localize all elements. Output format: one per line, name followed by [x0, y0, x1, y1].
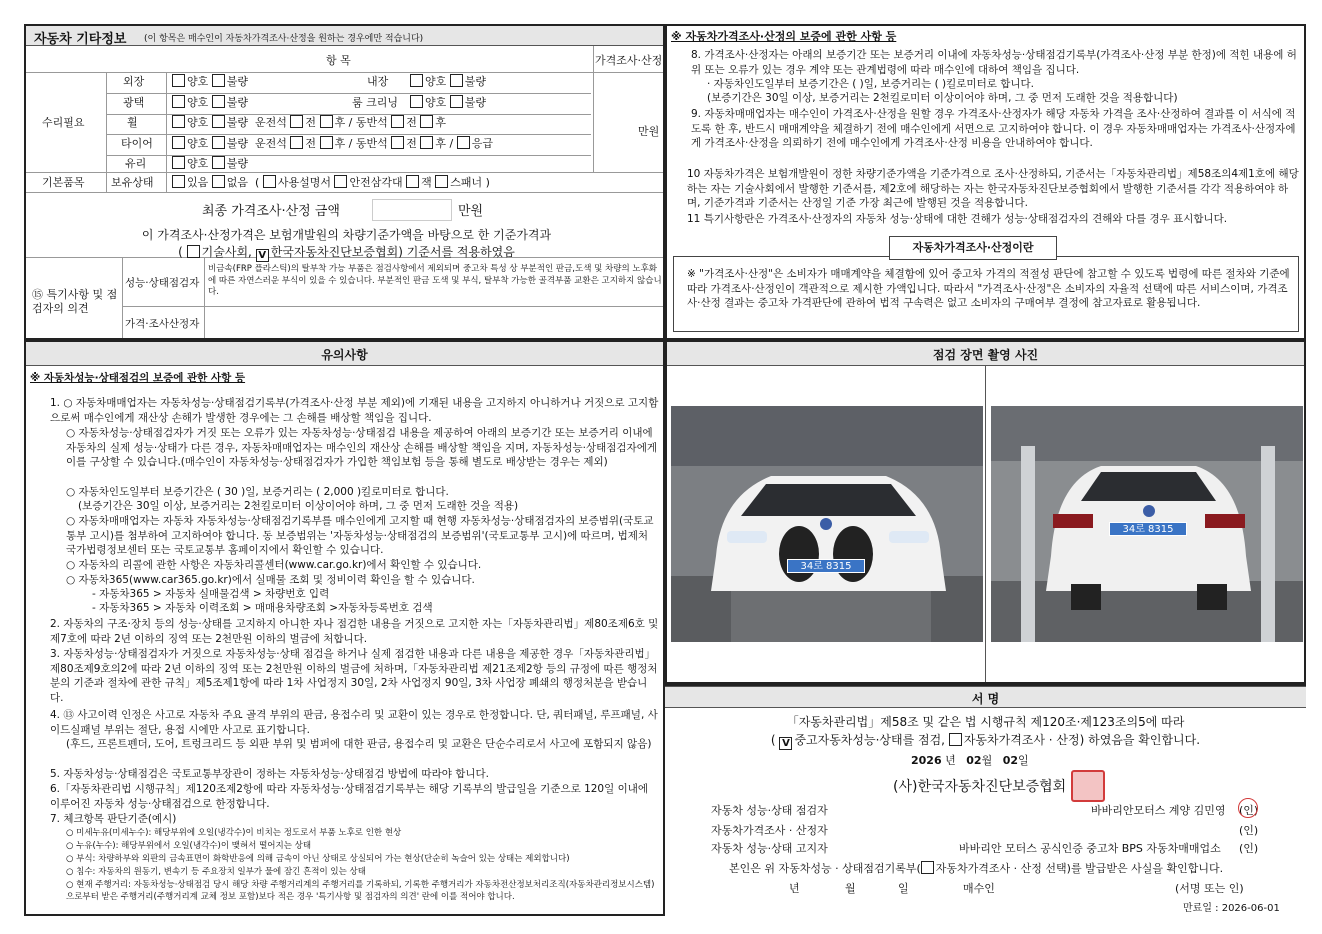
- notice-p7b: ○ 누유(누수): 해당부위에서 오일(냉각수)이 맺혀서 떨어지는 상태: [66, 841, 312, 851]
- notice-p1c: ○ 자동차인도일부터 보증기간은 ( 30 )일, 보증거리는 ( 2,000 )킬로미터로 합니다.: [66, 486, 449, 498]
- org-seal-stamp: [1071, 770, 1105, 802]
- rear-plate: 34로 8315: [1109, 522, 1187, 536]
- notice-p6: 6.「자동차관리법 시행규칙」제120조제2항에 따라 자동차성능·상태점검기록부는 해당 기록부의 발급일을 기준으로 120일 이내에 이루어진 자동차 성능·상태점검으로 한정합니다.: [50, 783, 649, 810]
- special-label: ⑮ 특기사항 및 점검자의 의견: [32, 288, 118, 315]
- warranty-title: ※ 자동차가격조사·산정의 보증에 관한 사항 등: [671, 30, 897, 43]
- triangle-checkbox[interactable]: [334, 175, 347, 188]
- tire-rear-checkbox[interactable]: [320, 136, 333, 149]
- etc-info-note: (이 항목은 매수인이 자동차가격조사·산정을 원하는 경우에만 적습니다): [144, 34, 424, 44]
- exterior-good-checkbox[interactable]: [172, 74, 185, 87]
- notice-panel: [24, 340, 665, 916]
- notice-p5: 5. 자동차성능·상태점검은 국토교통부장관이 정하는 자동차성능·상태점검 방법에 따라야 합니다.: [50, 768, 489, 780]
- notice-p7d: ○ 침수: 자동차의 원동기, 변속기 등 주요장치 일부가 물에 잠긴 흔적이 있는 상태: [66, 867, 366, 877]
- polish-good-checkbox[interactable]: [172, 95, 185, 108]
- rear-car-photo: [991, 406, 1303, 642]
- basis-tech-checkbox[interactable]: [187, 245, 200, 258]
- notice-subtitle: ※ 자동차성능·상태점검의 보증에 관한 사항 등: [30, 372, 246, 384]
- label-room: 룸 크리닝: [352, 96, 399, 109]
- special-price-label: 가격·조사산정자: [125, 318, 200, 330]
- notice-p1c2: (보증기간은 30일 이상, 보증거리는 2천킬로미터 이상이어야 하며, 그 중 먼저 도래한 것을 적용): [78, 500, 519, 512]
- label-tire: 타이어: [121, 137, 153, 150]
- notice-p1b: ○ 자동차성능·상태점검자가 거짓 또는 오류가 있는 자동차성능·상태점검 내용을 제공하여 아래의 보증기간 또는 보증거리 이내에 자동차의 실제 성능·상태가 다른 경우, 자동차매매업자는 매수인의 재산상 손해를 배상할 책임을 지며, 자동차성능·상태점검자에게 이를 구상할 수 있습니다.(매수인이 자동차성능·상태점검자가 가입한 책임보험 등을 통해 별도로 배상받는 경우는 제외): [66, 427, 657, 468]
- warranty-item8: 8. 가격조사·산정자는 아래의 보증기간 또는 보증거리 이내에 자동차성능·상태점검기록부(가격조사·산정 부분 한정)에 적힌 내용에 허위 또는 오류가 있는 경우 계약 또는 관계법령에 따라 매수인에 대하여 책임을 집니다.: [691, 49, 1297, 76]
- sign-r3-seal: (인): [1239, 842, 1259, 855]
- interior-bad-checkbox[interactable]: [450, 74, 463, 87]
- interior-good-checkbox[interactable]: [410, 74, 423, 87]
- wheel-prear-checkbox[interactable]: [420, 115, 433, 128]
- wheel-good-checkbox[interactable]: [172, 115, 185, 128]
- basis-options: ( 기술사회, V 한국자동차진단보증협회) 기준서를 적용하였음: [26, 245, 665, 262]
- warranty-item11: 11 특기사항란은 가격조사·산정자의 자동차 성능·상태에 대한 견해가 성능·상태점검자의 견해와 다를 경우 표시합니다.: [687, 213, 1228, 225]
- etc-info-header: [26, 26, 663, 46]
- notice-p1h: - 자동차365 > 자동차 이력조회 > 매매용차량조회 >자동차등록번호 검색: [92, 602, 433, 614]
- photo-panel: [665, 340, 1306, 684]
- notice-p7e: ○ 현재 주행거리: 자동차성능·상태점검 당시 해당 차량 주행거리계의 주행거리를 기록하되, 기록한 주행거리가 자동차전산정보처리조직(자동차관리정보시스템)으로부터 받은 주행거리(주행거리계 교체 정보 포함)보다 적은 경우 '특기사항 및 점검자의 의견' 란에 이를 적어야 합니다.: [66, 880, 655, 902]
- col-price-header: 가격조사·산정: [595, 54, 663, 67]
- etc-info-title: 자동차 기타정보: [34, 32, 127, 47]
- buyer-m: 월: [845, 882, 856, 895]
- tire-bad-checkbox[interactable]: [212, 136, 225, 149]
- final-price-label: 최종 가격조사·산정 금액: [202, 204, 340, 219]
- basic-label: 기본품목: [42, 176, 85, 189]
- special-inspector-text: 비금속(FRP 플라스틱)의 탈부착 가능 부품은 점검사항에서 제외되며 중고차 특성 상 부분적인 판금,도색 및 차량의 노후화에 따른 자연스러운 부식이 있을 수 있습니다. 부분적인 판금 도색 및 부식, 탈부착 가능한 골격부품 교환은 고지하지 않습니다.: [208, 264, 662, 297]
- sign-inspection-checkbox[interactable]: [779, 737, 792, 750]
- manual-checkbox[interactable]: [263, 175, 276, 188]
- notice-p1g: - 자동차365 > 자동차 실매물검색 > 차량번호 입력: [92, 588, 330, 600]
- warranty-box-title: 자동차가격조사·산정이란: [889, 236, 1057, 260]
- front-car-image: [671, 406, 983, 642]
- jack-checkbox[interactable]: [406, 175, 419, 188]
- sign-r1-stamp: [1238, 798, 1258, 818]
- notice-p1e: ○ 자동차의 리콜에 관한 사항은 자동차리콜센터(www.car.go.kr)에서 확인할 수 있습니다.: [66, 559, 482, 571]
- final-price-input[interactable]: [372, 199, 452, 221]
- photo-title: 점검 장면 촬영 사진: [932, 348, 1039, 362]
- wheel-front-checkbox[interactable]: [290, 115, 303, 128]
- basis-assoc-checkbox[interactable]: [256, 249, 269, 262]
- sign-line2: ( V 중고자동차성능·상태를 점검, 자동차가격조사 · 산정) 하였음을 확인합니다.: [665, 732, 1306, 750]
- sign-header: [665, 686, 1306, 708]
- buyer-sign: (서명 또는 인): [1175, 882, 1244, 895]
- basic-no-checkbox[interactable]: [212, 175, 225, 188]
- etc-info-panel: 자동차 기타정보 (이 항목은 매수인이 자동차가격조사·산정을 원하는 경우에만 적습니다) 항 목 가격조사·산정 수리필요 만원 외장 양호 불량 내장 양호 불량 광택 양호 불량 룸 크리닝 양호 불량 휠 양호 불량 운전석 전 후 / 동반석 전 후 타이어 양호 불량 운전석 전 후 / 동반석 전 후 / 응급 유리 양호 불량 기본품목 보유상태 있음 없음 ( 사용설명서 안전삼각대 잭 스패너 ) 최종 가격조사·산정 금액 만원 이 가격조사·산정가격은 보험개발원의 차량기준가액을 바탕으로 한 기준가격과 ( 기술사회, V 한국자동차진단보증협회) 기준서를 적용하였음 ⑮ 특기사항 및 점검자의 의견 성능·상태점검자 비금속(FRP 플라스틱)의 탈부착 가능 부품은 점검사항에서 제외되며 중고차 특성 상 부분적인 판금,도색 및 차량의 노후화에 따른 자연스러운 부식이 있을 수 있습니다. 부분적인 판금 도색 및 부식, 탈부착 가능한 골격부품 교환은 고지하지 않습니다. 가격·조사산정자: [24, 24, 665, 340]
- sign-title: 서 명: [971, 692, 1000, 706]
- notice-title: 유의사항: [321, 348, 368, 362]
- label-interior: 내장: [367, 75, 389, 88]
- glass-good-checkbox[interactable]: [172, 156, 185, 169]
- sign-r1-label: 자동차 성능·상태 점검자: [711, 804, 828, 817]
- warranty-box-text: ※ "가격조사·산정"은 소비자가 매매계약을 체결함에 있어 중고차 가격의 적절성 판단에 참고할 수 있도록 법령에 따른 절차와 기준에 따라 가격조사·산정인이 객관적으로 제시한 가액입니다. 따라서 "가격조사·산정"은 소비자의 자율적 선택에 따른 서비스이며, 가격조사·산정 결과는 중고차 가격판단에 관하여 법적 구속력은 없고 소비자의 구매여부 결정에 참고자료로 활용됩니다.: [687, 268, 1290, 309]
- basic-status-label: 보유상태: [111, 176, 154, 189]
- sign-panel: [665, 684, 1306, 916]
- sign-line1: 「자동차관리법」제58조 및 같은 법 시행규칙 제120조·제123조의5에 따라: [786, 715, 1185, 729]
- final-price-unit: 만원: [458, 204, 484, 219]
- tire-front-checkbox[interactable]: [290, 136, 303, 149]
- notice-p7c: ○ 부식: 차량하부와 외판의 금속표면이 화학반응에 의해 금속이 아닌 상태로 상실되어 가는 현상(단순히 녹슬어 있는 상태는 제외합니다): [66, 854, 570, 864]
- basic-yes-checkbox[interactable]: [172, 175, 185, 188]
- wheel-rear-checkbox[interactable]: [320, 115, 333, 128]
- sign-r1-value: 바바리안모터스 계양 김민영: [1091, 804, 1226, 817]
- tire-spare-checkbox[interactable]: [457, 136, 470, 149]
- warranty-item8c: (보증기간은 30일 이상, 보증거리는 2천킬로미터 이상이어야 하며, 그 중 먼저 도래한 것을 적용합니다): [707, 92, 1178, 104]
- polish-bad-checkbox[interactable]: [212, 95, 225, 108]
- room-good-checkbox[interactable]: [410, 95, 423, 108]
- buyer-y: 년: [789, 882, 800, 895]
- basis-text: 이 가격조사·산정가격은 보험개발원의 차량기준가액을 바탕으로 한 기준가격과: [141, 228, 552, 242]
- sign-date: 2026 년 02월 02일: [911, 754, 1029, 767]
- wheel-bad-checkbox[interactable]: [212, 115, 225, 128]
- tire-good-checkbox[interactable]: [172, 136, 185, 149]
- exterior-bad-checkbox[interactable]: [212, 74, 225, 87]
- buyer-label: 매수인: [963, 882, 995, 895]
- sign-price-checkbox[interactable]: [949, 733, 962, 746]
- sign-r2-label: 자동차가격조사 · 산정자: [711, 824, 828, 837]
- label-wheel: 휠: [127, 116, 138, 129]
- expire-date: 만료일 : 2026-06-01: [1183, 903, 1280, 914]
- glass-bad-checkbox[interactable]: [212, 156, 225, 169]
- sign-r1-seal: (인): [1239, 804, 1259, 817]
- repair-label: 수리필요: [42, 116, 85, 129]
- confirm-price-checkbox[interactable]: [921, 861, 934, 874]
- price-unit: 만원: [638, 125, 660, 138]
- notice-p1f: ○ 자동차365(www.car365.go.kr)에서 실매물 조회 및 정비이력 확인을 할 수 있습니다.: [66, 574, 475, 586]
- notice-p1a: 1. ○ 자동차매매업자는 자동차성능·상태점검기록부(가격조사·산정 부분 제외)에 기재된 내용을 고지하지 아니하거나 거짓으로 고지함으로써 매수인에게 재산상 손해가 발생한 경우에는 그 손해를 배상할 책임을 집니다.: [50, 397, 659, 424]
- sign-r3-value: 바바리안 모터스 공식인증 중고차 BPS 자동차매매업소: [959, 842, 1221, 855]
- sign-confirm: 본인은 위 자동차성능 · 상태점검기록부( 자동차가격조사 · 산정 선택)를 발급받은 사실을 확인합니다.: [729, 862, 1224, 875]
- col-item-header: 항 목: [326, 54, 351, 67]
- front-plate: 34로 8315: [787, 559, 865, 573]
- notice-p4: 4. ⑬ 사고이력 인정은 사고로 자동차 주요 골격 부위의 판금, 용접수리 및 교환이 있는 경우로 한정합니다. 단, 쿼터패널, 루프패널, 사이드실패널 부위는 절단, 용접 시에만 사고로 표기합니다.: [50, 709, 658, 736]
- photo-header: [667, 342, 1304, 366]
- sign-r2-seal: (인): [1239, 824, 1259, 837]
- special-inspector-label: 성능·상태점검자: [125, 277, 200, 289]
- notice-p7a: ○ 미세누유(미세누수): 해당부위에 오일(냉각수)이 비치는 정도로서 부품 노후로 인한 현상: [66, 828, 402, 838]
- warranty-panel: [665, 24, 1306, 340]
- sign-org: (사)한국자동차진단보증협회: [893, 779, 1067, 795]
- label-glass: 유리: [125, 157, 147, 170]
- tire-pfront-checkbox[interactable]: [391, 136, 404, 149]
- notice-p2: 2. 자동차의 구조·장치 등의 성능·상태를 고지하지 아니한 자나 점검한 내용을 거짓으로 고지한 자는「자동차관리법」제80조제6호 및 제7호에 따라 2년 이하의 징역 또는 2천만원 이하의 벌금에 처합니다.: [50, 618, 659, 645]
- tire-prear-checkbox[interactable]: [420, 136, 433, 149]
- buyer-d: 일: [898, 882, 909, 895]
- notice-p4b: (후드, 프론트펜더, 도어, 트렁크리드 등 외판 부위 및 범퍼에 대한 판금, 용접수리 및 교환은 단순수리로서 사고에 포함되지 않음): [66, 738, 652, 750]
- spanner-checkbox[interactable]: [435, 175, 448, 188]
- room-bad-checkbox[interactable]: [450, 95, 463, 108]
- notice-header: [26, 342, 663, 366]
- label-exterior: 외장: [123, 75, 145, 88]
- warranty-item10: 10 자동차가격은 보험개발원이 정한 차량기준가액을 기준가격으로 조사·산정하되, 기준서는「자동차관리법」제58조의4제1호에 해당하는 자는 기술사회에서 발행한 기준서를, 제2호에 해당하는 자는 한국자동차진단보증협회에서 발행한 기준서를 각각 적용하여야 하며, 기준가격과 기준서는 산정일 기준 가장 최근에 발행된 것을 적용합니다.: [687, 168, 1299, 209]
- notice-p7: 7. 체크항목 판단기준(예시): [50, 813, 177, 825]
- warranty-item8b: · 자동차인도일부터 보증기간은 ( )일, 보증거리는 ( )킬로미터로 합니다.: [707, 78, 1034, 90]
- front-car-photo: [671, 406, 983, 642]
- notice-p1d: ○ 자동차매매업자는 자동차 자동차성능·상태점검기록부를 매수인에게 고지할 때 현행 자동차성능·상태점검자의 보증범위(국토교통부 고시)를 첨부하여 고지하여야 합니다. 동 보증범위는 '자동차성능·상태점검의 보증범위'(국토교통부 고시)에 따르며, 법제처 국가법령정보센터 또는 국토교통부 홈페이지에서 확인할 수 있습니다.: [66, 515, 654, 556]
- wheel-pfront-checkbox[interactable]: [391, 115, 404, 128]
- warranty-item9: 9. 자동차매매업자는 매수인이 가격조사·산정을 원할 경우 가격조사·산정자가 해당 자동차 가격을 조사·산정하여 결과를 이 서식에 적도록 한 후, 반드시 매매계약을 체결하기 전에 매수인에게 서면으로 고지하여야 합니다. 이 경우 자동차매매업자는 가격조사·산정자에게 가격조사·산정을 의뢰하기 전에 매수인에게 가격조사·산정 비용을 안내하여야 합니다.: [691, 108, 1296, 149]
- notice-p3: 3. 자동차성능·상태점검자가 거짓으로 자동차성능·상태 점검을 하거나 실제 점검한 내용과 다른 내용을 제공한 경우「자동차관리법」제80조제9호의2에 따라 2년 이하의 징역 또는 2천만원 이하의 벌금에 처하며,「자동차관리법 제21조제2항 등의 규정에 따른 행정처분의 기준과 절차에 관한 규칙」제5조제1항에 따라 1차 사업정지 30일, 2차 사업정지 90일, 3차 사업장 폐쇄의 행정처분을 받습니다.: [50, 648, 658, 704]
- label-polish: 광택: [123, 96, 145, 109]
- sign-r3-label: 자동차 성능·상태 고지자: [711, 842, 828, 855]
